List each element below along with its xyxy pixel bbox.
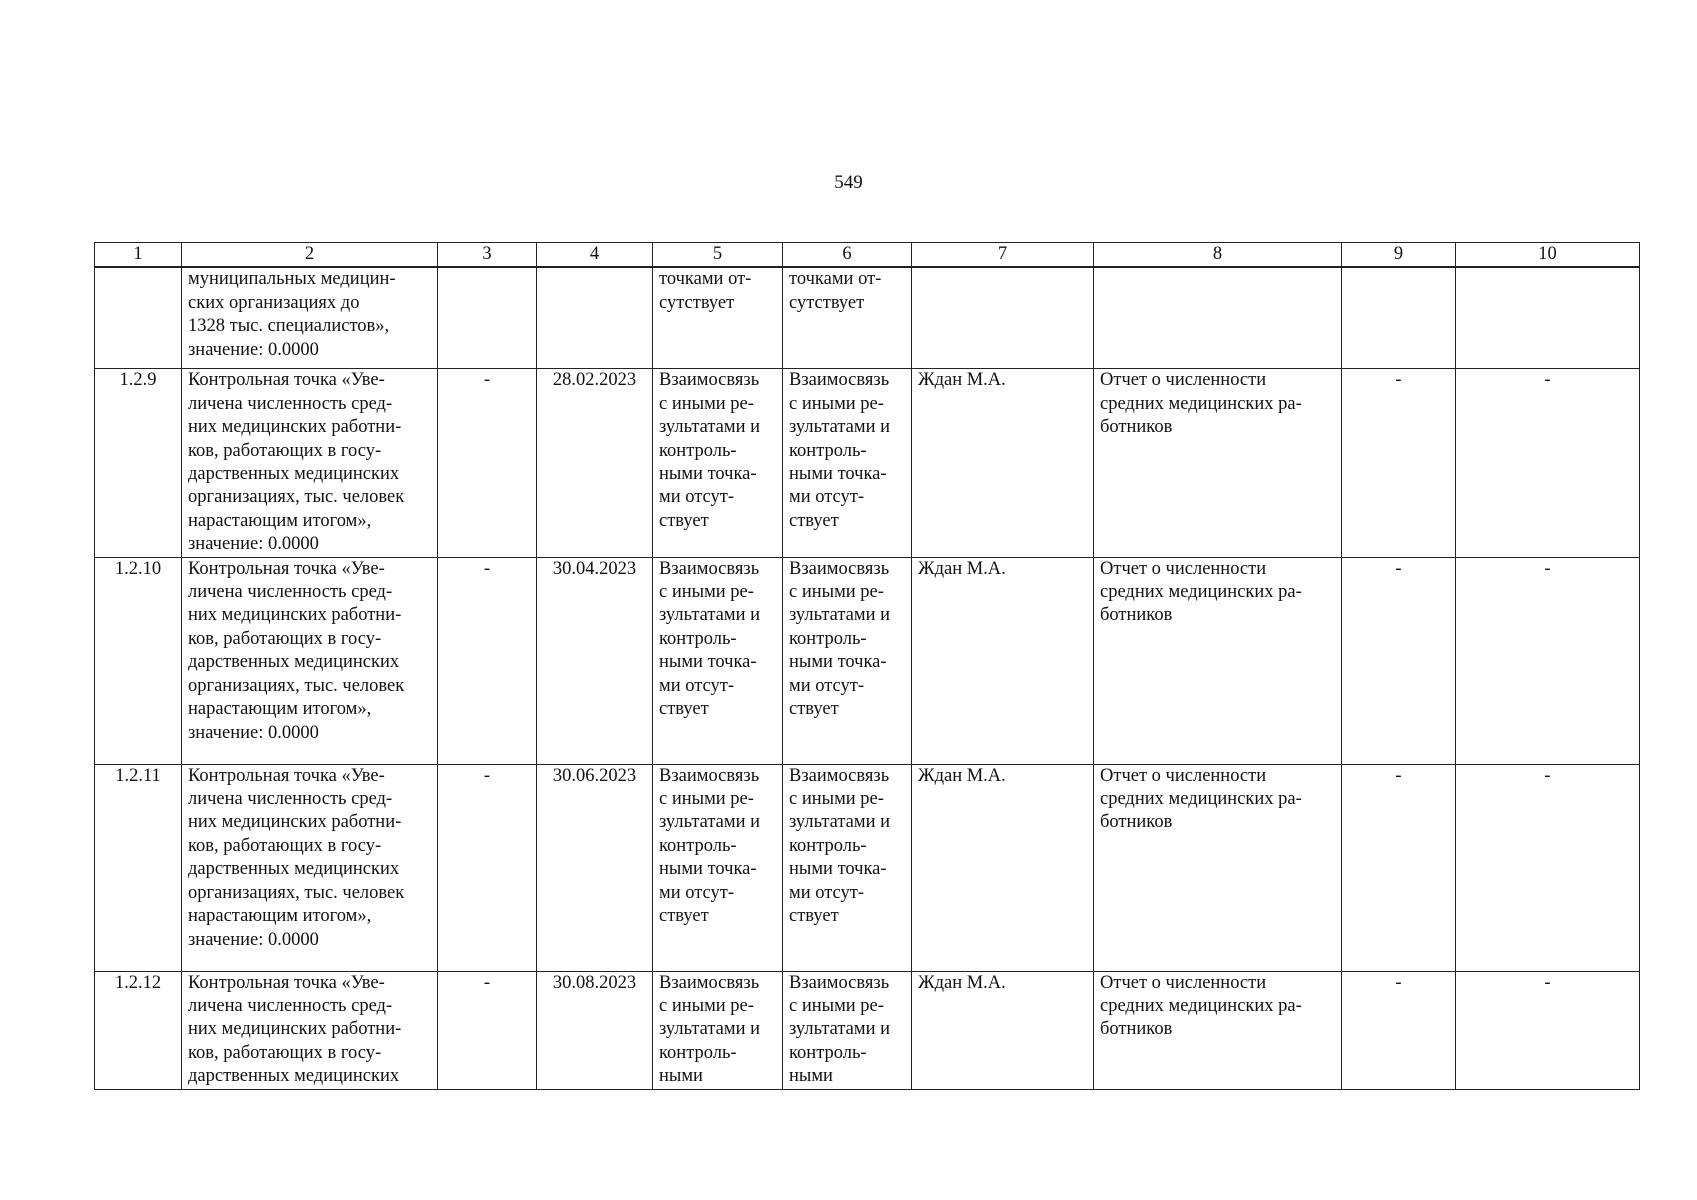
row-col9: - xyxy=(1342,557,1456,764)
table-row xyxy=(95,764,1640,971)
row-col9: - xyxy=(1342,369,1456,557)
row-name: муниципальных медицин- ских организациях до 1328 тыс. специалистов», значение: 0.0000 xyxy=(182,267,438,369)
column-number-row xyxy=(95,243,1640,268)
row-document: Отчет о численности средних медицинских ра- ботников xyxy=(1094,971,1342,1089)
row-relation-points: Взаимосвязь с иными ре- зультатами и контроль- ными точка- ми отсут- ствует xyxy=(783,764,912,971)
row-col3: - xyxy=(438,764,537,971)
row-number xyxy=(95,267,182,369)
row-name: Контрольная точка «Уве- личена численность сред- них медицинских работни- ков, работающих в госу- дарственных медицинских xyxy=(182,971,438,1089)
table-row xyxy=(95,971,1640,1089)
row-document: Отчет о численности средних медицинских ра- ботников xyxy=(1094,557,1342,764)
row-document: Отчет о численности средних медицинских ра- ботников xyxy=(1094,764,1342,971)
row-responsible: Ждан М.А. xyxy=(912,764,1094,971)
row-date: 28.02.2023 xyxy=(537,369,653,557)
column-header: 9 xyxy=(1342,243,1456,268)
column-header: 1 xyxy=(95,243,182,268)
row-col3: - xyxy=(438,369,537,557)
column-header: 6 xyxy=(783,243,912,268)
row-col3 xyxy=(438,267,537,369)
row-col10: - xyxy=(1456,557,1640,764)
column-header: 8 xyxy=(1094,243,1342,268)
row-col9 xyxy=(1342,267,1456,369)
page-number: 549 xyxy=(834,172,863,193)
table-row xyxy=(95,267,1640,369)
row-number: 1.2.11 xyxy=(95,764,182,971)
row-relation-points: точками от- сутствует xyxy=(783,267,912,369)
row-number: 1.2.10 xyxy=(95,557,182,764)
row-col9: - xyxy=(1342,764,1456,971)
row-responsible: Ждан М.А. xyxy=(912,557,1094,764)
column-header: 3 xyxy=(438,243,537,268)
column-header: 10 xyxy=(1456,243,1640,268)
row-responsible: Ждан М.А. xyxy=(912,369,1094,557)
row-relation-results: точками от- сутствует xyxy=(653,267,783,369)
control-points-table xyxy=(94,242,1640,1090)
row-name: Контрольная точка «Уве- личена численность сред- них медицинских работни- ков, работающих в госу- дарственных медицинских организациях, тыс. человек нарастающим итогом», значение: 0.0000 xyxy=(182,369,438,557)
row-relation-results: Взаимосвязь с иными ре- зультатами и контроль- ными точка- ми отсут- ствует xyxy=(653,369,783,557)
row-name: Контрольная точка «Уве- личена численность сред- них медицинских работни- ков, работающих в госу- дарственных медицинских организациях, тыс. человек нарастающим итогом», значение: 0.0000 xyxy=(182,557,438,764)
column-header: 4 xyxy=(537,243,653,268)
row-date: 30.08.2023 xyxy=(537,971,653,1089)
row-number: 1.2.9 xyxy=(95,369,182,557)
row-document xyxy=(1094,267,1342,369)
row-relation-points: Взаимосвязь с иными ре- зультатами и контроль- ными точка- ми отсут- ствует xyxy=(783,369,912,557)
row-col3: - xyxy=(438,971,537,1089)
row-responsible: Ждан М.А. xyxy=(912,971,1094,1089)
column-header: 2 xyxy=(182,243,438,268)
column-header: 7 xyxy=(912,243,1094,268)
row-date: 30.04.2023 xyxy=(537,557,653,764)
table-row xyxy=(95,557,1640,764)
row-relation-results: Взаимосвязь с иными ре- зультатами и контроль- ными точка- ми отсут- ствует xyxy=(653,764,783,971)
row-name: Контрольная точка «Уве- личена численность сред- них медицинских работни- ков, работающих в госу- дарственных медицинских организациях, тыс. человек нарастающим итогом», значение: 0.0000 xyxy=(182,764,438,971)
row-col10 xyxy=(1456,267,1640,369)
row-relation-results: Взаимосвязь с иными ре- зультатами и контроль- ными точка- ми отсут- ствует xyxy=(653,557,783,764)
row-date: 30.06.2023 xyxy=(537,764,653,971)
column-header: 5 xyxy=(653,243,783,268)
row-col10: - xyxy=(1456,764,1640,971)
row-document: Отчет о численности средних медицинских ра- ботников xyxy=(1094,369,1342,557)
row-number: 1.2.12 xyxy=(95,971,182,1089)
row-col3: - xyxy=(438,557,537,764)
row-relation-points: Взаимосвязь с иными ре- зультатами и контроль- ными xyxy=(783,971,912,1089)
row-relation-results: Взаимосвязь с иными ре- зультатами и контроль- ными xyxy=(653,971,783,1089)
table-row xyxy=(95,369,1640,557)
row-col10: - xyxy=(1456,971,1640,1089)
row-col10: - xyxy=(1456,369,1640,557)
row-relation-points: Взаимосвязь с иными ре- зультатами и контроль- ными точка- ми отсут- ствует xyxy=(783,557,912,764)
row-responsible xyxy=(912,267,1094,369)
row-date xyxy=(537,267,653,369)
row-col9: - xyxy=(1342,971,1456,1089)
